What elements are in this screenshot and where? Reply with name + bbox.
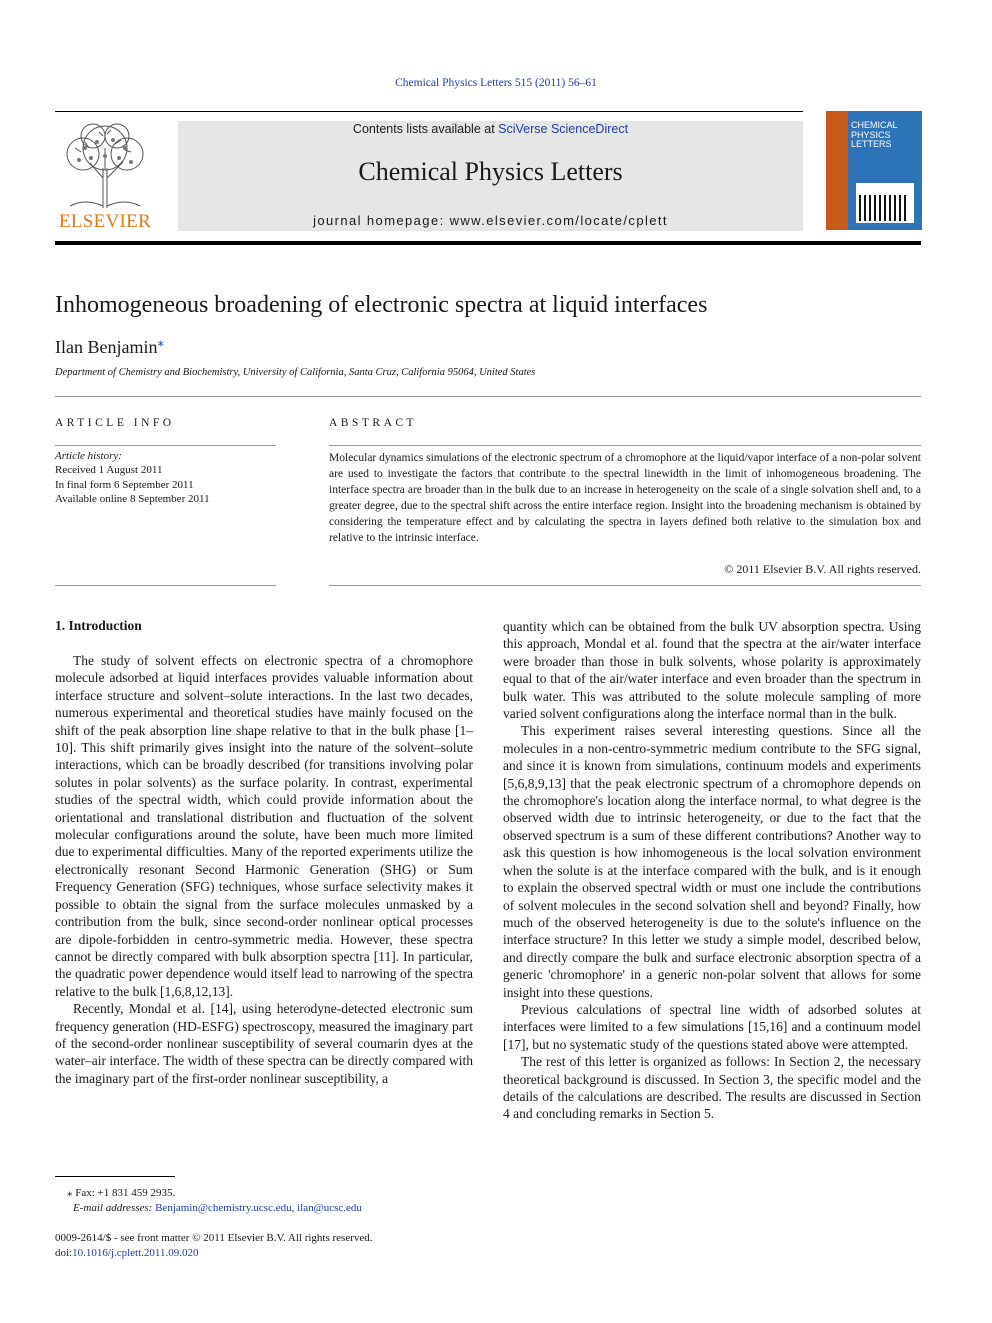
doi-link[interactable]: 10.1016/j.cplett.2011.09.020 [72,1246,199,1259]
article-info-heading: ARTICLE INFO [55,417,175,429]
section-heading-introduction: 1. Introduction [55,618,142,633]
corresponding-author-mark[interactable]: ⁎ [157,334,164,349]
body-paragraph: quantity which can be obtained from the bulk UV absorption spectra. Using this approach, Mondal et al. found that the spectra at the air/water interface were broader than those in bulk solvents, whose polarity is approximately equal to that of the air/water interface and even broader than the spectrum in bulk water. This was attributed to the solute molecule sampling of more varied solvent configurations along the interface normal than in the bulk. [503,619,921,722]
body-paragraph: This experiment raises several interesting questions. Since all the molecules in a non-centro-symmetric medium contribute to the SFG signal, and since it is known from simulations, continuum models and experiments [5,6,8,9,13] that the peak electronic spectrum of a chromophore depends on the chromophore's location along the interface normal, to what degree is the observed width due to intrinsic heterogeneity, or due to the fact that the observed spectrum is a sum of these different contributions? Another way to ask this question is how inhomogeneous is the local solvation environment when the solute is at the interface compared with the bulk, and is it enough to explain the observed spectral width or must one include the contributions of solvent molecules in the second solvation shell and beyond? Finally, how much of the observed heterogeneity is due to the solute's influence on the interface structure? In this letter we study a simple model, described below, and directly compare the bulk and surface electronic absorption spectra of a generic 'chromophore' in a generic non-polar solvent that allows for some insight into these questions. [503,723,921,1000]
journal-cover-thumbnail[interactable] [826,111,922,230]
body-column-left [55,652,473,1087]
affiliation: Department of Chemistry and Biochemistry, University of California, Santa Cruz, California 95064, United States [55,367,536,378]
cover-title: CHEMICAL PHYSICS LETTERS [851,120,898,149]
body-paragraph: The rest of this letter is organized as follows: In Section 2, the necessary theoretical background is discussed. In Section 3, the specific model and the details of the calculations are described. The results are discussed in Section 4 and concluding remarks in Section 5. [503,1054,921,1122]
article-info-rule [55,445,276,446]
footnote-fax: ⁎ Fax: +1 831 459 2935. [67,1187,176,1199]
footnote-rule [55,1176,175,1177]
doi-line [55,1246,475,1261]
elsevier-tree-icon [55,118,155,210]
cover-band [826,111,848,230]
masthead-rule [55,241,921,245]
history-received: Received 1 August 2011 [55,464,163,477]
journal-masthead [178,121,803,231]
abstract-heading: ABSTRACT [329,417,418,429]
journal-title: Chemical Physics Letters [358,157,623,186]
cover-bars-icon [856,183,914,223]
history-revised: In final form 6 September 2011 [55,478,194,491]
author-line [55,334,164,358]
body-paragraph: Recently, Mondal et al. [14], using heterodyne-detected electronic sum frequency generation (HD-ESFG) spectroscopy, measured the imaginary part of the second-order nonlinear susceptibility of several coumarin dyes at the water–air interface. The width of these spectra can be directly compared with the imaginary part of the first-order nonlinear susceptibility, a [55,1001,473,1086]
author-footnote [55,1186,475,1215]
article-history [55,449,277,506]
body-paragraph: Previous calculations of spectral line width of adsorbed solutes at interfaces were limited to a few simulations [15,16] and a continuum model [17], but no systematic study of the questions stated above were attempted. [503,1001,921,1052]
contents-prefix: Contents lists available at [352,122,499,136]
elsevier-wordmark: ELSEVIER [58,211,152,232]
email-links[interactable]: Benjamin@chemistry.ucsc.edu, ilan@ucsc.edu [155,1201,362,1214]
abstract-rule [329,445,921,446]
title-rule [55,396,921,397]
history-online: Available online 8 September 2011 [55,492,210,505]
email-label: E-mail addresses: [73,1201,153,1214]
footnote-emails [55,1201,475,1216]
article-title: Inhomogeneous broadening of electronic spectra at liquid interfaces [55,292,708,318]
abstract-text: Molecular dynamics simulations of the electronic spectrum of a chromophore at the liquid/vapor interface of a non-polar solvent are used to investigate the factors that contribute to the spectral linewidth in the limit of inhomogeneous broadening. The interface spectra are broader than in the bulk due to an increase in heterogeneity on the scale of a single solvation shell and, to a greater degree, due to the spectral shift across the entire interface region. Insight into the broadening mechanism is obtained by considering the temperature effect and by calculating the spectra in layers defined both relative to the simulation box and relative to the intrinsic interface. [329,452,921,544]
front-matter [55,1231,475,1260]
cover-image [856,183,914,223]
journal-homepage[interactable]: journal homepage: www.elsevier.com/locate/cplett [313,213,668,228]
history-label: Article history: [55,450,122,462]
doi-label: doi: [55,1246,73,1259]
sciencedirect-link[interactable]: SciVerse ScienceDirect [498,122,629,136]
abstract-copyright: © 2011 Elsevier B.V. All rights reserved. [724,562,921,576]
author-name: Ilan Benjamin [55,337,158,357]
issn-line: 0009-2614/$ - see front matter © 2011 Elsevier B.V. All rights reserved. [55,1232,373,1244]
journal-citation[interactable]: Chemical Physics Letters 515 (2011) 56–61 [395,77,597,89]
body-column-right [503,618,921,1123]
body-paragraph: The study of solvent effects on electronic spectra of a chromophore molecule adsorbed at liquid interfaces provides valuable information about interface structure and solvent–solute interactions. In the last two decades, numerous experimental and theoretical studies have mainly focused on the shift of the peak absorption line shape relative to that in the bulk phase [1–10]. This shift primarily gives insight into the nature of the solvent–solute interactions, which can be broadly described (for transitions involving polar solutes in polar solvents) as the surface polarity. In contrast, experimental studies of the spectral width, which could provide information about the orientational and translational distribution and fluctuation of the solvent molecular configurations around the solute, have been much more limited due to experimental difficulties. Many of the reported experiments utilize the electronically resonant Second Harmonic Generation (SHG) or Sum Frequency Generation (SFG) techniques, whose surface selectivity makes it possible to obtain the signal from the surface molecules unmasked by a contribution from the bulk, since second-order nonlinear optical processes are dipole-forbidden in centro-symmetric media. However, these spectra cannot be directly compared with bulk absorption spectra [11]. In particular, the quadratic power dependence would itself lead to narrowing of the spectra relative to the bulk [1,6,8,12,13]. [55,653,473,999]
elsevier-logo[interactable] [55,118,155,233]
contents-line [178,122,803,136]
header-rule [55,111,803,112]
article-info-bottom-rule [55,585,276,586]
abstract-bottom-rule [329,585,921,586]
